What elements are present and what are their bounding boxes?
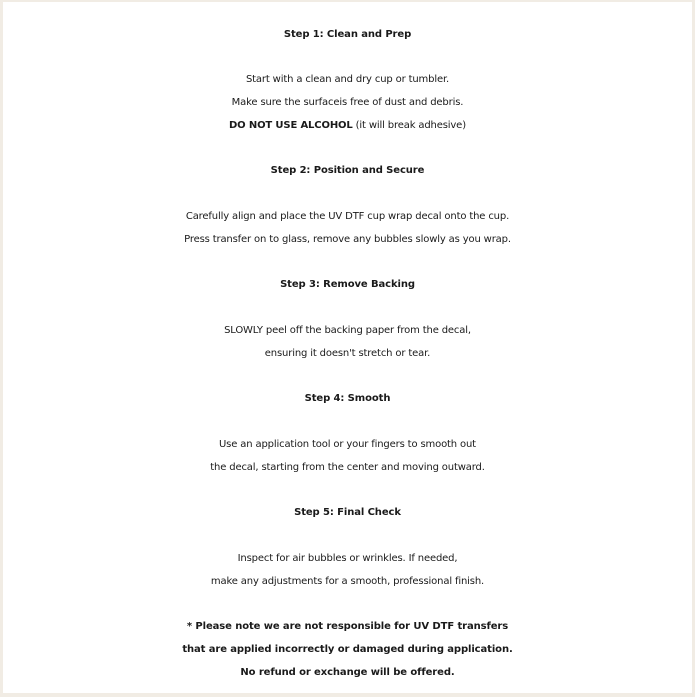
disclaimer-line-3: No refund or exchange will be offered.	[240, 667, 455, 678]
step-2-line-1: Carefully align and place the UV DTF cup wrap decal onto the cup.	[185, 211, 510, 222]
step-1-heading: Step 1: Clean and Prep	[283, 29, 412, 40]
step-1-warning-bold: DO NOT USE ALCOHOL	[229, 120, 353, 131]
step-2-line-2: Press transfer on to glass, remove any bubbles slowly as you wrap.	[184, 234, 511, 245]
disclaimer-line-2: that are applied incorrectly or damaged during application.	[182, 644, 513, 655]
step-2-heading: Step 2: Position and Secure	[270, 165, 425, 176]
step-4-line-2: the decal, starting from the center and moving outward.	[210, 462, 485, 473]
step-5-heading: Step 5: Final Check	[294, 507, 401, 518]
step-5-line-2: make any adjustments for a smooth, professional finish.	[210, 576, 485, 587]
step-5-line-1: Inspect for air bubbles or wrinkles. If needed,	[237, 553, 458, 564]
step-4-line-1: Use an application tool or your fingers to smooth out	[219, 439, 476, 450]
step-1-warning-rest: (it will break adhesive)	[352, 120, 466, 131]
step-1-line-2: Make sure the surfaceis free of dust and debris.	[231, 97, 464, 108]
disclaimer-line-1: * Please note we are not responsible for UV DTF transfers	[186, 621, 509, 632]
step-4-heading: Step 4: Smooth	[304, 393, 391, 404]
step-1-warning	[0, 115, 695, 137]
step-1-line-1: Start with a clean and dry cup or tumbler.	[245, 74, 450, 85]
step-3-heading: Step 3: Remove Backing	[280, 279, 415, 290]
step-3-line-1: SLOWLY peel off the backing paper from the decal,	[224, 325, 471, 336]
step-3-line-2: ensuring it doesn't stretch or tear.	[264, 348, 431, 359]
